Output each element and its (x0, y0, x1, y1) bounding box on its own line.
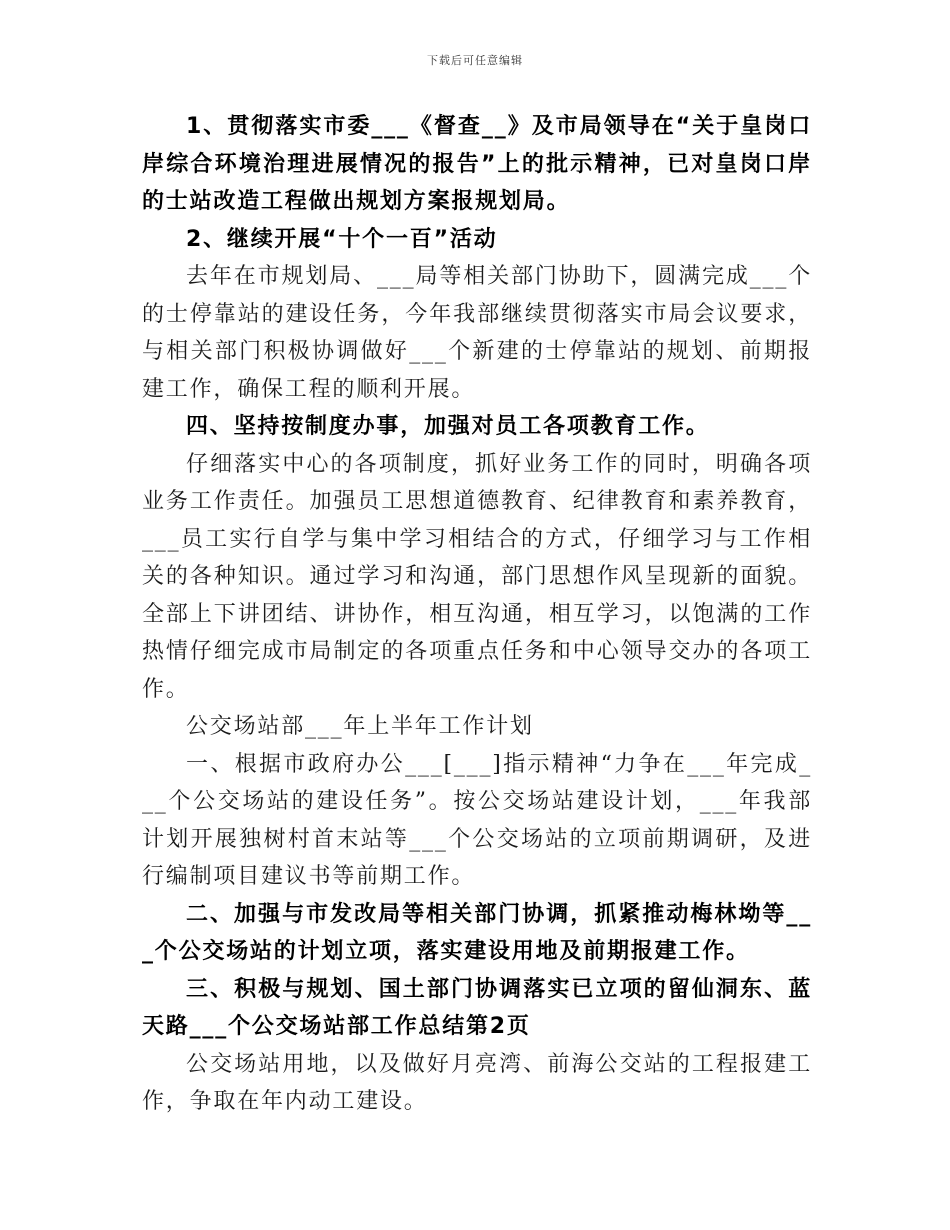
paragraph-item-2-heading: 2、继续开展“十个一百”活动 (186, 226, 498, 252)
section-1-paragraph: 一、根据市政府办公___[___]指示精神“力争在___年完成___个公交场站的建设任务”。按公交场站建设计划，___年我部计划开展独树村首末站等___个公交场站的立项前期调研，及进行编制项目建议书等前期工作。 (142, 751, 812, 889)
paragraph-taxi-stops: 去年在市规划局、___局等相关部门协助下，圆满完成___个的士停靠站的建设任务，今年我部继续贯彻落实市局会议要求，与相关部门积极协调做好___个新建的士停靠站的规划、前期报建工作，确保工程的顺利开展。 (142, 264, 812, 402)
section-2-paragraph: 二、加强与市发改局等相关部门协调，抓紧推动梅林坳等___个公交场站的计划立项，落实建设用地及前期报建工作。 (142, 901, 812, 964)
paragraph-station-land: 公交场站用地，以及做好月亮湾、前海公交站的工程报建工作，争取在年内动工建设。 (142, 1051, 812, 1114)
section-3-paragraph: 三、积极与规划、国土部门协调落实已立项的留仙洞东、蓝天路___个公交场站部工作总结第2页 (142, 976, 812, 1039)
section-heading-4: 四、坚持按制度办事，加强对员工各项教育工作。 (186, 414, 710, 439)
document-body (142, 108, 812, 1121)
plan-title: 公交场站部___年上半年工作计划 (186, 714, 534, 739)
paragraph-staff-education: 仔细落实中心的各项制度，抓好业务工作的同时，明确各项业务工作责任。加强员工思想道德教育、纪律教育和素养教育，___员工实行自学与集中学习相结合的方式，仔细学习与工作相关的各种知识。通过学习和沟通，部门思想作风呈现新的面貌。全部上下讲团结、讲协作，相互沟通，相互学习，以饱满的工作热情仔细完成市局制定的各项重点任务和中心领导交办的各项工作。 (142, 451, 812, 702)
header-note: 下载后可任意编辑 (427, 54, 523, 67)
paragraph-item-1: 1、贯彻落实市委___《督查__》及市局领导在“关于皇岗口岸综合环境治理进展情况的报告”上的批示精神，已对皇岗口岸的士站改造工程做出规划方案报规划局。 (142, 114, 812, 214)
